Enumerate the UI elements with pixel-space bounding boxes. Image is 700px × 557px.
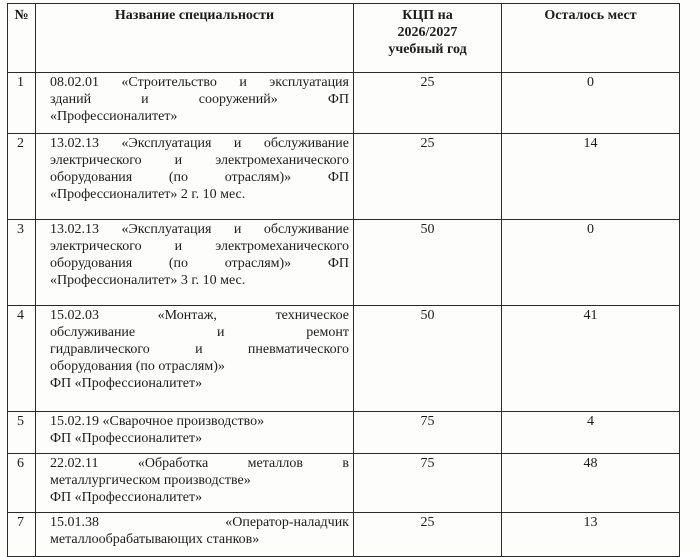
row-number: 7	[8, 513, 36, 557]
kcp-value: 75	[354, 412, 502, 454]
specialty-name-line: 15.02.03 «Монтаж, техническое	[50, 308, 349, 323]
seats-left-value: 14	[502, 134, 680, 220]
header-specialty-name: Название специальности	[36, 4, 354, 73]
specialty-name-line: оборудования (по отраслям)» ФП	[50, 170, 349, 185]
specialty-name-line: «Профессионалитет»	[50, 109, 178, 124]
specialty-name-line: электрического и электромеханического	[50, 239, 349, 254]
header-kcp-line: КЦП на	[402, 8, 453, 23]
specialty-name-line: 08.02.01 «Строительство и эксплуатация	[50, 75, 349, 90]
specialty-name	[36, 306, 354, 412]
table-row	[8, 412, 680, 454]
specialty-name-line: ФП «Профессионалитет»	[50, 376, 203, 391]
specialty-name	[36, 73, 354, 134]
row-number: 5	[8, 412, 36, 454]
specialty-name-line: «Профессионалитет» 3 г. 10 мес.	[50, 273, 246, 288]
kcp-value: 25	[354, 513, 502, 557]
specialty-name-line: оборудования (по отраслям)» ФП	[50, 256, 349, 271]
seats-left-value: 4	[502, 412, 680, 454]
specialty-name-line: электрического и электромеханического	[50, 153, 349, 168]
seats-left-value: 41	[502, 306, 680, 412]
specialty-name-line: 22.02.11 «Обработка металлов в	[50, 456, 349, 471]
kcp-value: 50	[354, 306, 502, 412]
seats-left-value: 0	[502, 220, 680, 306]
specialty-name	[36, 134, 354, 220]
specialty-name	[36, 220, 354, 306]
specialty-name-line: 13.02.13 «Эксплуатация и обслуживание	[50, 222, 349, 237]
specialty-name-line: «Профессионалитет» 2 г. 10 мес.	[50, 187, 246, 202]
row-number: 4	[8, 306, 36, 412]
specialty-name	[36, 454, 354, 513]
kcp-value: 75	[354, 454, 502, 513]
specialty-name-line: 15.01.38 «Оператор-наладчик	[50, 515, 349, 530]
specialties-table	[7, 3, 680, 557]
header-kcp-line: 2026/2027	[397, 25, 458, 40]
header-number: №	[8, 4, 36, 73]
header-seats-left: Осталось мест	[502, 4, 680, 73]
specialty-name-line: 15.02.19 «Сварочное производство»	[50, 414, 265, 429]
seats-left-value: 13	[502, 513, 680, 557]
table-row	[8, 454, 680, 513]
row-number: 6	[8, 454, 36, 513]
table-header-row	[8, 4, 680, 73]
seats-left-value: 0	[502, 73, 680, 134]
header-kcp-line: учебный год	[388, 42, 467, 57]
specialty-name-line: оборудования (по отраслям)»	[50, 359, 225, 374]
specialty-name-line: ФП «Профессионалитет»	[50, 490, 203, 505]
header-kcp	[354, 4, 502, 73]
specialty-name-line: обслуживание и ремонт	[50, 325, 349, 340]
table-row	[8, 220, 680, 306]
row-number: 2	[8, 134, 36, 220]
table-row	[8, 134, 680, 220]
specialty-name-line: зданий и сооружений» ФП	[50, 92, 349, 107]
specialty-name-line: 13.02.13 «Эксплуатация и обслуживание	[50, 136, 349, 151]
row-number: 3	[8, 220, 36, 306]
table-row	[8, 306, 680, 412]
table-row	[8, 513, 680, 557]
specialty-name	[36, 513, 354, 557]
table-row	[8, 73, 680, 134]
kcp-value: 25	[354, 73, 502, 134]
specialty-name	[36, 412, 354, 454]
specialty-name-line: металлургическом производстве»	[50, 473, 251, 488]
specialty-name-line: гидравлического и пневматического	[50, 342, 349, 357]
specialty-name-line: ФП «Профессионалитет»	[50, 431, 203, 446]
kcp-value: 50	[354, 220, 502, 306]
kcp-value: 25	[354, 134, 502, 220]
seats-left-value: 48	[502, 454, 680, 513]
specialty-name-line: металлообрабатывающих станков»	[50, 532, 260, 547]
row-number: 1	[8, 73, 36, 134]
